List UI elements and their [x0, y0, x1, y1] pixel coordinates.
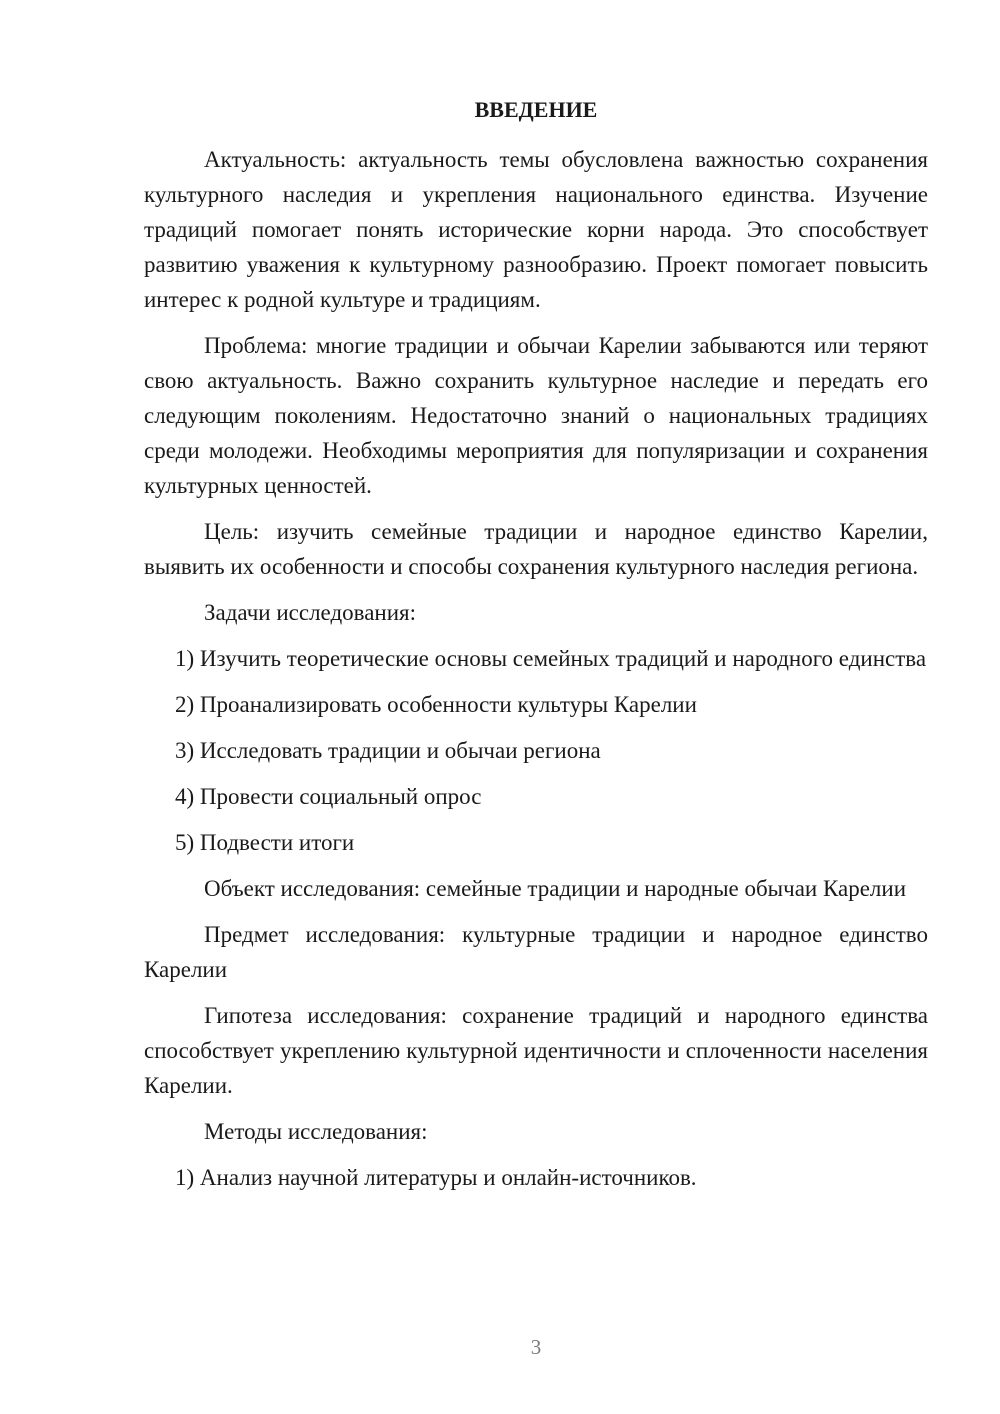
- task-item: 3) Исследовать традиции и обычаи региона: [175, 738, 601, 763]
- task-item: 4) Провести социальный опрос: [175, 784, 482, 809]
- tasks-heading: Задачи исследования:: [204, 600, 417, 625]
- page-number: 3: [530, 1335, 542, 1359]
- task-item: 1) Изучить теоретические основы семейных традиций и народного единства: [175, 646, 927, 671]
- method-item: 1) Анализ научной литературы и онлайн-источников.: [175, 1165, 697, 1190]
- document-body: [144, 142, 928, 1206]
- paragraph-object: Объект исследования: семейные традиции и народные обычаи Карелии: [204, 876, 907, 901]
- methods-heading: Методы исследования:: [204, 1119, 428, 1144]
- section-title: ВВЕДЕНИЕ: [474, 97, 598, 122]
- paragraph-hypothesis: Гипотеза исследования: сохранение традиций и народного единства способствует укреплению культурной идентичности и сплоченности населения Карелии.: [144, 1003, 928, 1098]
- paragraph-goal: Цель: изучить семейные традиции и народное единство Карелии, выявить их особенности и способы сохранения культурного наследия региона.: [144, 519, 928, 579]
- task-item: 5) Подвести итоги: [175, 830, 355, 855]
- paragraph-problem: Проблема: многие традиции и обычаи Карелии забываются или теряют свою актуальность. Важно сохранить культурное наследие и передать его следующим поколениям. Недостаточно знаний о национальных традициях среди молодежи. Необходимы мероприятия для популяризации и сохранения культурных ценностей.: [144, 333, 928, 498]
- paragraph-relevance: Актуальность: актуальность темы обусловлена важностью сохранения культурного наследия и укрепления национального единства. Изучение традиций помогает понять исторические корни народа. Это способствует развитию уважения к культурному разнообразию. Проект помогает повысить интерес к родной культуре и традициям.: [144, 147, 928, 312]
- paragraph-subject: Предмет исследования: культурные традиции и народное единство Карелии: [144, 922, 928, 982]
- task-item: 2) Проанализировать особенности культуры Карелии: [175, 692, 697, 717]
